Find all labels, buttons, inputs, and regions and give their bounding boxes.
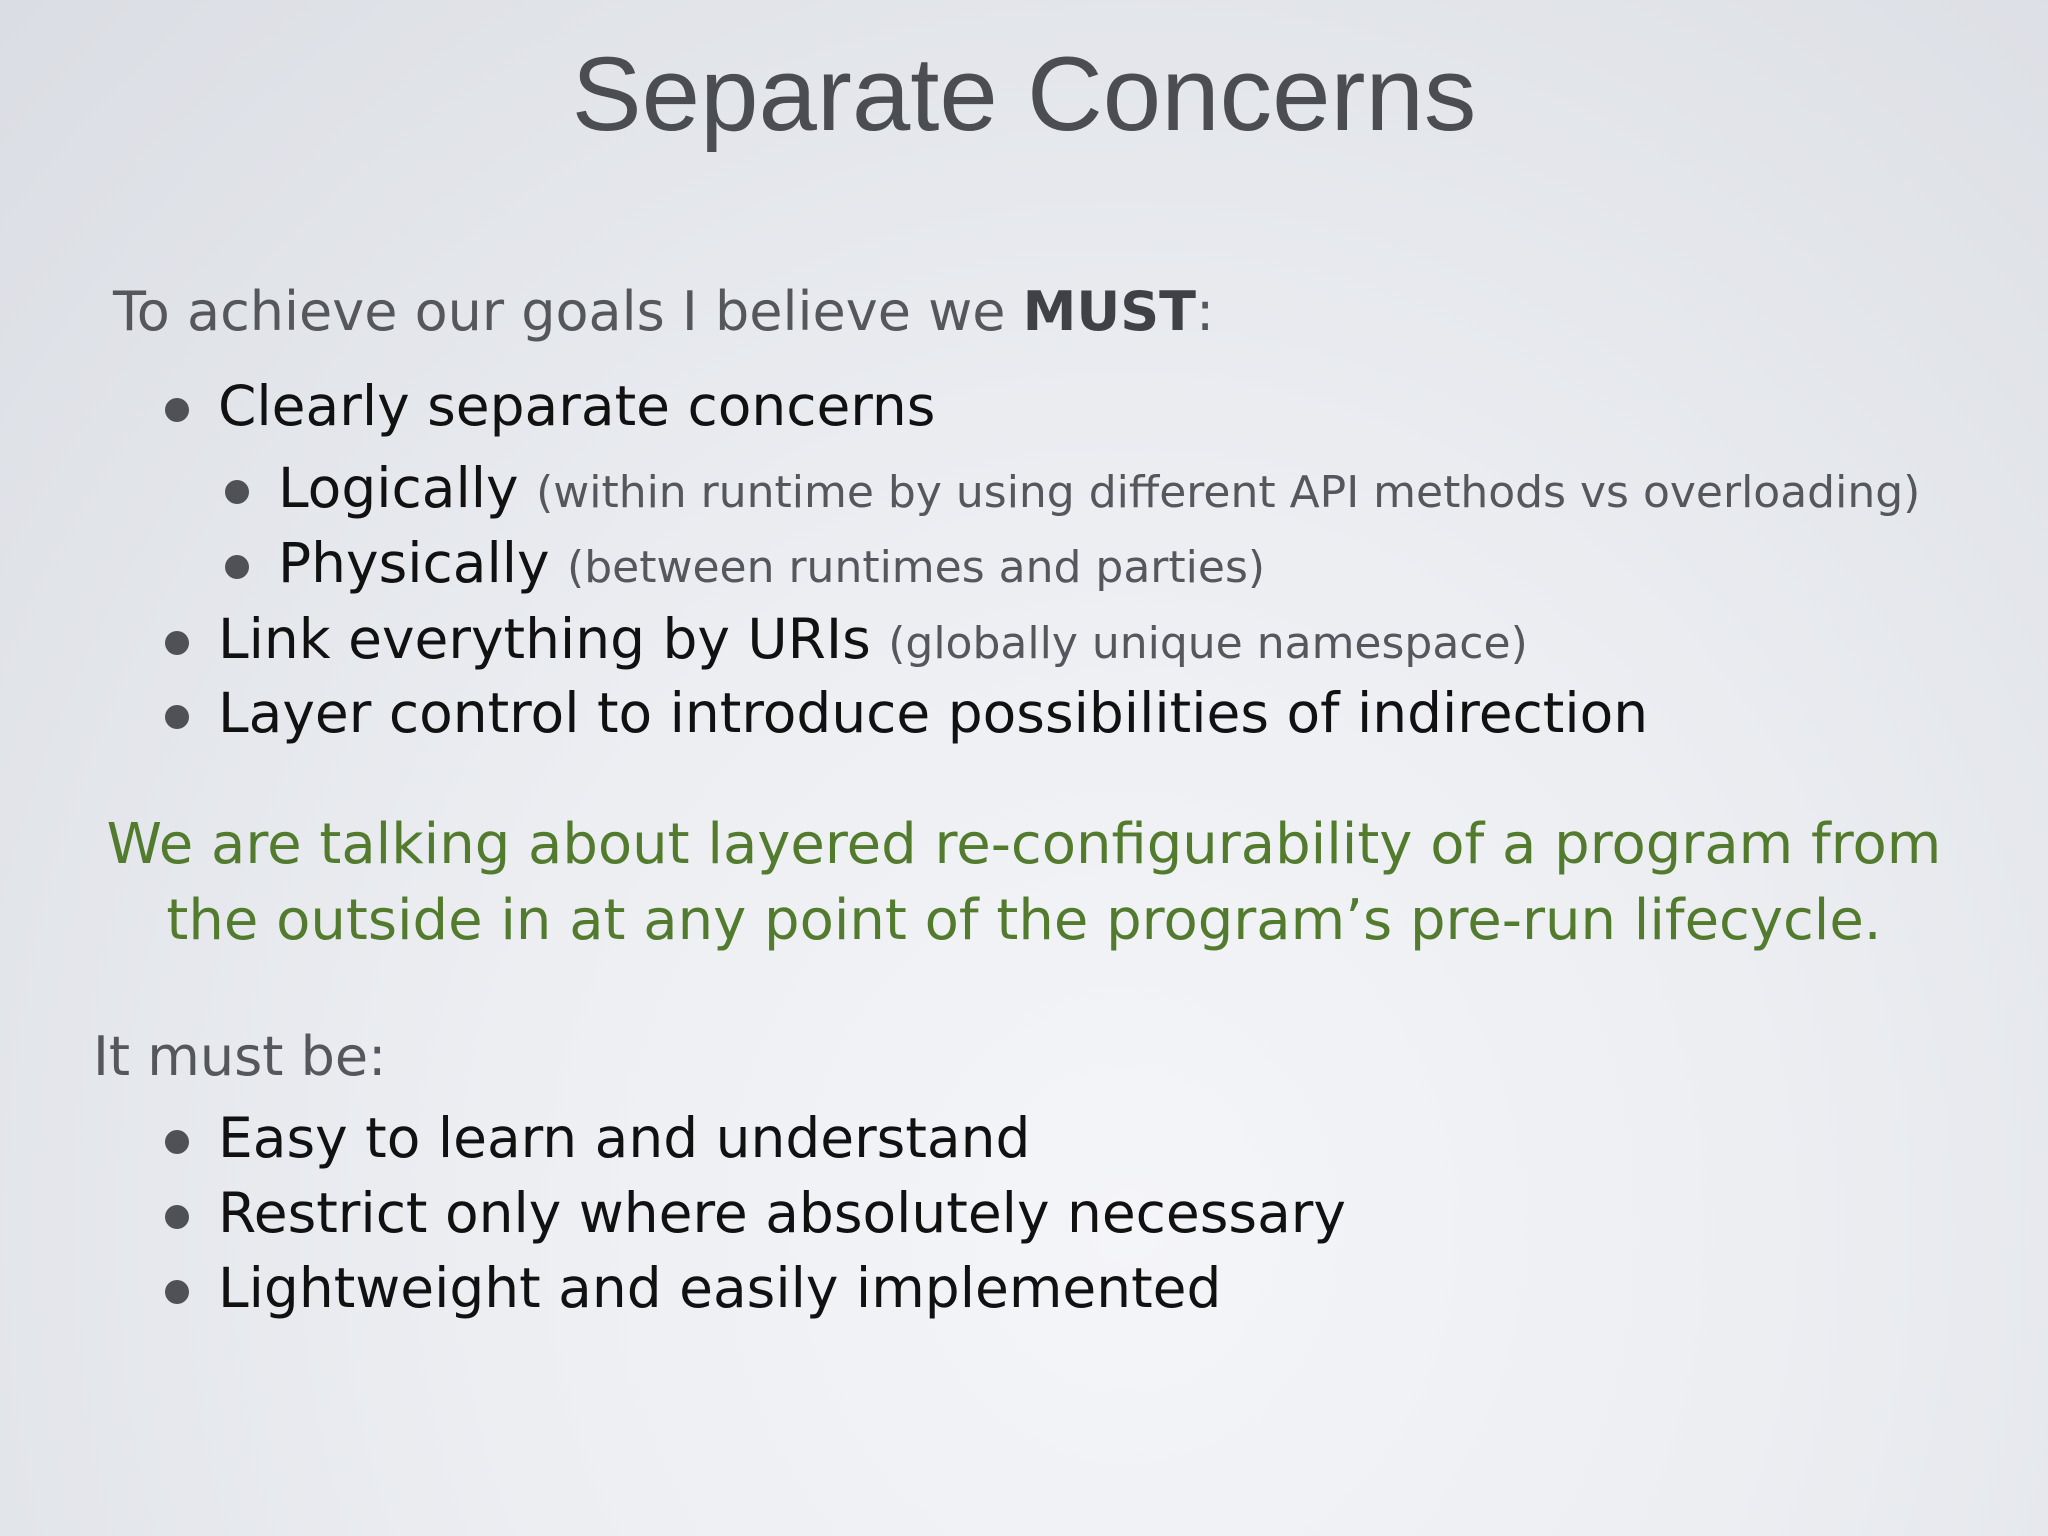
statement-line-1: We are talking about layered re-configurability of a program from [106,812,1942,877]
list-item-label: Restrict only where absolutely necessary [218,1181,1346,1245]
list-item-label: Link everything by URIs [218,607,871,671]
bullet-icon [165,1130,189,1154]
bullet-icon [165,631,189,655]
list-item-label: Logically [278,456,519,520]
list-item-note: (between runtimes and parties) [567,542,1266,593]
bullet-icon [165,1280,189,1304]
bullet-icon [165,398,189,422]
intro-line [113,280,1214,343]
slide-title: Separate Concerns [571,36,1477,153]
bullet-icon [165,1205,189,1229]
intro-emphasis: MUST [1022,280,1196,343]
bullet-icon [225,480,249,504]
list-item-note: (globally unique namespace) [888,618,1528,669]
list-item-label: Clearly separate concerns [218,374,936,438]
list-item-label: Layer control to introduce possibilities of indirection [218,681,1649,745]
list-item-note: (within runtime by using different API methods vs overloading) [536,467,1921,518]
intro-suffix: : [1195,280,1215,343]
bullet-icon [225,555,249,579]
statement-line-2: the outside in at any point of the program’s pre-run lifecycle. [166,888,1882,953]
list-item-label: Physically [278,531,550,595]
intro-prefix: To achieve our goals I believe we [113,280,1023,343]
list-item-label: Easy to learn and understand [218,1106,1031,1170]
list-item-label: Lightweight and easily implemented [218,1256,1222,1320]
requirements-heading: It must be: [93,1025,387,1088]
bullet-icon [165,705,189,729]
